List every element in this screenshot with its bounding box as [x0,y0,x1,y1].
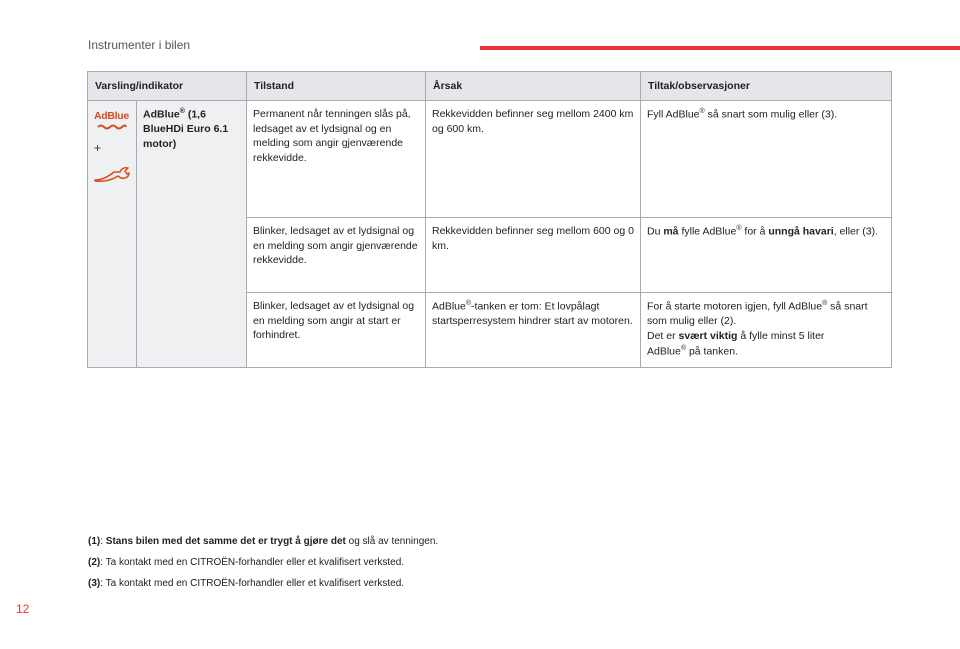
footnote-3: (3): Ta kontakt med en CITROËN-forhandler eller et kvalifisert verksted. [88,578,405,589]
row1-arsak: Rekkevidden befinner seg mellom 2400 km og 600 km. [426,101,641,218]
row3-tiltak: For å starte motoren igjen, fyll AdBlue® så snart som mulig eller (2). Det er svært viktig å fylle minst 5 liter AdBlue® på tanken. [641,293,892,368]
header-tilstand: Tilstand [247,72,426,101]
table-header-row [88,72,892,101]
footnote-2: (2): Ta kontakt med en CITROËN-forhandler eller et kvalifisert verksted. [88,557,405,568]
row1-tiltak: Fyll AdBlue® så snart som mulig eller (3). [641,101,892,218]
header-tiltak: Tiltak/observasjoner [641,72,892,101]
row2-tiltak: Du må fylle AdBlue® for å unngå havari, eller (3). [641,218,892,293]
row3-arsak: AdBlue®-tanken er tom: Et lovpålagt startsperresystem hindrer start av motoren. [426,293,641,368]
footnotes [88,536,438,599]
warning-table [87,71,892,368]
plus-sign: + [94,140,102,155]
row3-tilstand: Blinker, ledsaget av et lydsignal og en melding som angir at start er forhindret. [247,293,426,368]
table-row [88,101,892,218]
footnote-1: (1): Stans bilen med det samme det er trygt å gjøre det og slå av tenningen. [88,536,439,547]
adblue-icon [94,109,130,130]
adblue-logo-text: AdBlue [94,110,129,122]
header-arsak: Årsak [426,72,641,101]
section-title: Instrumenter i bilen [88,38,191,52]
service-wrench-icon [94,164,130,182]
page-number: 12 [16,602,30,616]
header-varsling: Varsling/indikator [88,72,247,101]
indicator-name: AdBlue® (1,6 BlueHDi Euro 6.1 motor) [137,101,247,368]
header-accent-bar [480,46,960,50]
row2-tilstand: Blinker, ledsaget av et lydsignal og en melding som angir gjenværende rekkevidde. [247,218,426,293]
adblue-wave-icon [97,124,127,130]
row2-arsak: Rekkevidden befinner seg mellom 600 og 0 km. [426,218,641,293]
row1-tilstand: Permanent når tenningen slås på, ledsaget av et lydsignal og en melding som angir gjenværende rekkevidde. [247,101,426,218]
indicator-icons [88,101,137,368]
